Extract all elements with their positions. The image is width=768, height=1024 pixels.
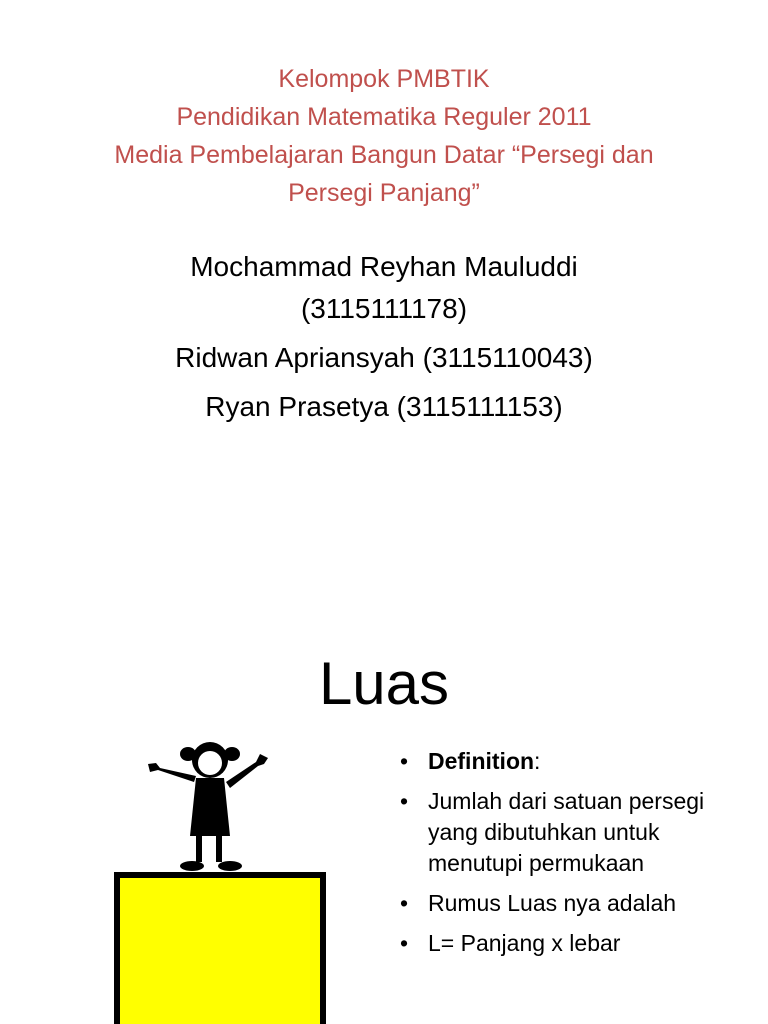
title-line-group: Kelompok PMBTIK [278,65,490,93]
bullet-formula-intro: • Rumus Luas nya adalah [398,888,738,919]
girl-figure-icon [144,738,274,874]
slide-title-block [40,60,728,212]
bullet-definition-text: • Jumlah dari satuan persegi yang dibutuhkan untuk menutupi permukaan [398,786,738,879]
luas-title: Luas [318,650,450,717]
title-line-program: Pendidikan Matematika Reguler 2011 [176,103,592,131]
bullet-definition-label: Definition [428,748,535,774]
author-1 [40,246,728,330]
author-2-name: Ridwan Apriansyah (3115110043) [175,342,593,373]
author-2 [40,337,728,379]
yellow-square-shape [114,872,326,1024]
girl-on-box-illustration [110,738,330,1024]
bullet-list [398,746,738,968]
bullet-formula: • L= Panjang x lebar [398,928,738,959]
title-line-media-2: Persegi Panjang” [288,179,480,207]
author-list [40,246,728,428]
author-1-name: Mochammad Reyhan Mauluddi [190,251,578,282]
bullet-definition-colon: : [534,748,541,774]
author-1-id: (3115111178) [300,293,468,324]
author-3-name: Ryan Prasetya (3115111153) [205,391,563,422]
author-3 [40,386,728,428]
bullet-definition [398,746,738,777]
title-line-media-1: Media Pembelajaran Bangun Datar “Persegi dan [114,141,654,169]
luas-slide [0,600,768,1024]
